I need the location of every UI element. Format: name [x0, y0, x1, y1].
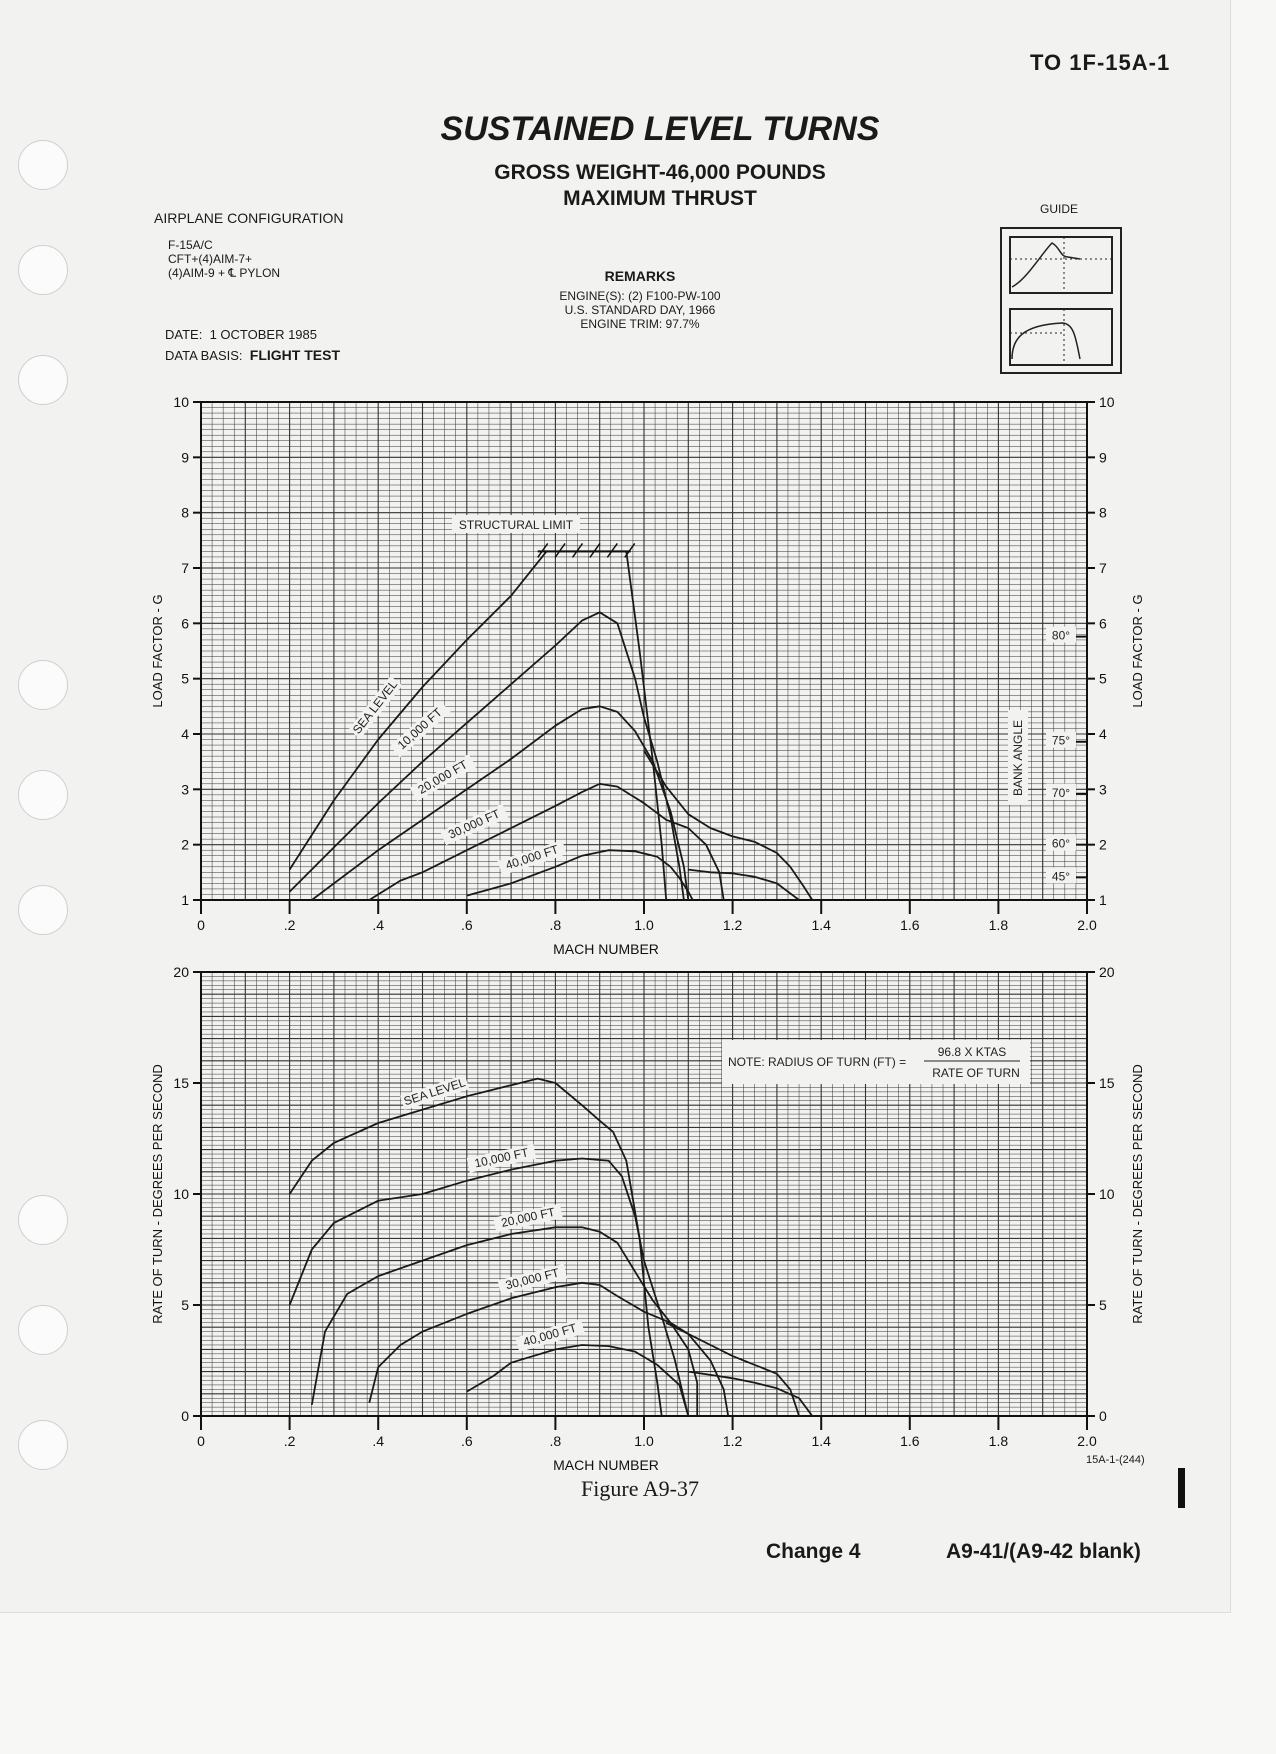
figure-caption: Figure A9-37: [581, 1476, 699, 1501]
series-label: 20,000 FT: [499, 1204, 557, 1230]
y-tick-label-right: 20: [1099, 964, 1115, 980]
x-tick-label: 1.6: [900, 917, 920, 933]
date-value: 1 OCTOBER 1985: [209, 327, 317, 342]
data-basis-label: DATA BASIS:: [165, 348, 243, 363]
y-tick-label: 5: [181, 1297, 189, 1313]
x-tick-label: 1.6: [900, 1433, 920, 1449]
x-tick-label: 2.0: [1077, 917, 1097, 933]
series-label: 40,000 FT: [503, 842, 561, 873]
y-tick-label-right: 5: [1099, 670, 1107, 687]
x-axis-label: MACH NUMBER: [553, 941, 659, 957]
guide-label: GUIDE: [1040, 202, 1079, 216]
y-tick-label-right: 1: [1099, 892, 1107, 908]
series-label: SEA LEVEL: [401, 1075, 468, 1109]
y-tick-label: 8: [181, 504, 189, 521]
x-tick-label: 1.2: [722, 917, 743, 933]
series-label: 40,000 FT: [521, 1320, 579, 1350]
y-tick-label: 3: [181, 781, 189, 798]
y-tick-label: 10: [173, 394, 189, 410]
change-label: Change 4: [766, 1540, 861, 1563]
x-tick-label: 1.0: [634, 1433, 654, 1449]
y-tick-label: 20: [173, 964, 189, 980]
y-tick-label-right: 15: [1099, 1075, 1115, 1091]
change-bar: [1178, 1468, 1185, 1508]
y-tick-label-right: 2: [1099, 836, 1107, 853]
configuration-line: (4)AIM-9 + ℄ PYLON: [168, 266, 281, 280]
bank-angle-label: 75°: [1051, 733, 1071, 748]
series-label: 30,000 FT: [446, 806, 502, 842]
bank-angle-title: BANK ANGLE: [1011, 719, 1025, 797]
y-tick-label-right: 0: [1099, 1408, 1107, 1424]
x-tick-label: 0: [197, 917, 205, 933]
series-label: 10,000 FT: [394, 705, 445, 753]
series-line: [312, 1227, 697, 1416]
x-tick-label: 1.8: [988, 917, 1009, 933]
bank-angle-label: 60°: [1051, 836, 1071, 851]
date-label: DATE:: [165, 327, 203, 342]
y-tick-label-right: 8: [1099, 504, 1107, 521]
remarks-line: ENGINE(S): (2) F100-PW-100: [559, 289, 721, 303]
y-tick-label: 5: [181, 670, 189, 687]
bank-angle-label: 45°: [1051, 869, 1071, 884]
y-tick-label-right: 10: [1099, 394, 1115, 410]
x-tick-label: 1.4: [811, 1433, 831, 1449]
y-tick-label-right: 10: [1099, 1186, 1115, 1202]
x-axis-label: MACH NUMBER: [553, 1457, 659, 1473]
series-label-group: [467, 1144, 537, 1173]
series-label: 10,000 FT: [473, 1145, 530, 1171]
y-tick-label-right: 5: [1099, 1297, 1107, 1313]
x-tick-label: 1.8: [988, 1433, 1009, 1449]
figure-code: 15A-1-(244): [1086, 1454, 1145, 1466]
x-tick-label: 1.4: [811, 917, 831, 933]
x-tick-label: 2.0: [1077, 1433, 1097, 1449]
x-tick-label: .6: [460, 917, 473, 933]
y-tick-label: 6: [181, 615, 189, 632]
y-tick-label-right: 4: [1099, 726, 1107, 742]
y-tick-label: 7: [181, 560, 189, 576]
note-denominator: RATE OF TURN: [932, 1066, 1020, 1080]
x-tick-label: 1.2: [722, 1433, 743, 1449]
remarks-heading: REMARKS: [604, 268, 676, 284]
chart-title: SUSTAINED LEVEL TURNS: [440, 110, 880, 148]
y-tick-label: 0: [181, 1408, 189, 1424]
note-label: NOTE: RADIUS OF TURN (FT) =: [728, 1055, 907, 1069]
series-label: 30,000 FT: [504, 1265, 561, 1293]
page-number: A9-41/(A9-42 blank): [946, 1540, 1141, 1563]
y-tick-label-right: 7: [1099, 560, 1107, 576]
y-tick-label: 1: [181, 892, 189, 908]
remarks-line: ENGINE TRIM: 97.7%: [580, 317, 700, 331]
note-numerator: 96.8 X KTAS: [937, 1045, 1007, 1059]
configuration-line: CFT+(4)AIM-7+: [168, 252, 253, 266]
x-tick-label: 1.0: [634, 917, 654, 933]
bank-angle-label: 80°: [1051, 628, 1071, 643]
series-label: 20,000 FT: [415, 757, 470, 797]
subtitle-line: MAXIMUM THRUST: [563, 187, 757, 210]
x-tick-label: .4: [372, 1433, 385, 1449]
y-tick-label: 2: [181, 836, 189, 853]
data-basis-value: FLIGHT TEST: [249, 347, 340, 363]
y-tick-label-right: 6: [1099, 615, 1107, 632]
y-tick-label-right: 9: [1099, 449, 1107, 466]
y-tick-label: 15: [173, 1075, 189, 1091]
chart-grid: [201, 972, 1087, 1416]
configuration-line: F-15A/C: [168, 238, 213, 252]
y-tick-label: 9: [181, 449, 189, 466]
y-tick-label: 4: [181, 726, 189, 742]
series-label-group: [498, 1264, 568, 1295]
bank-angle-label: 70°: [1051, 785, 1071, 800]
x-tick-label: .8: [549, 917, 562, 933]
y-axis-label: RATE OF TURN - DEGREES PER SECOND: [150, 1064, 165, 1324]
structural-limit-label: STRUCTURAL LIMIT: [458, 518, 574, 532]
x-tick-label: .6: [460, 1433, 473, 1449]
subtitle-line: GROSS WEIGHT-46,000 POUNDS: [494, 161, 826, 184]
y-axis-label: LOAD FACTOR - G: [150, 594, 165, 708]
x-tick-label: .4: [372, 917, 385, 933]
x-tick-label: .2: [283, 917, 296, 933]
x-tick-label: .8: [549, 1433, 562, 1449]
x-tick-label: .2: [283, 1433, 296, 1449]
remarks-line: U.S. STANDARD DAY, 1966: [564, 303, 716, 317]
y-tick-label: 10: [173, 1186, 189, 1202]
y-axis-label-right: RATE OF TURN - DEGREES PER SECOND: [1130, 1064, 1145, 1324]
y-axis-label-right: LOAD FACTOR - G: [1130, 594, 1145, 708]
y-tick-label-right: 3: [1099, 781, 1107, 798]
x-tick-label: 0: [197, 1433, 205, 1449]
series-label: SEA LEVEL: [349, 677, 401, 737]
document-id: TO 1F-15A-1: [1030, 50, 1171, 75]
configuration-heading: AIRPLANE CONFIGURATION: [154, 210, 344, 226]
